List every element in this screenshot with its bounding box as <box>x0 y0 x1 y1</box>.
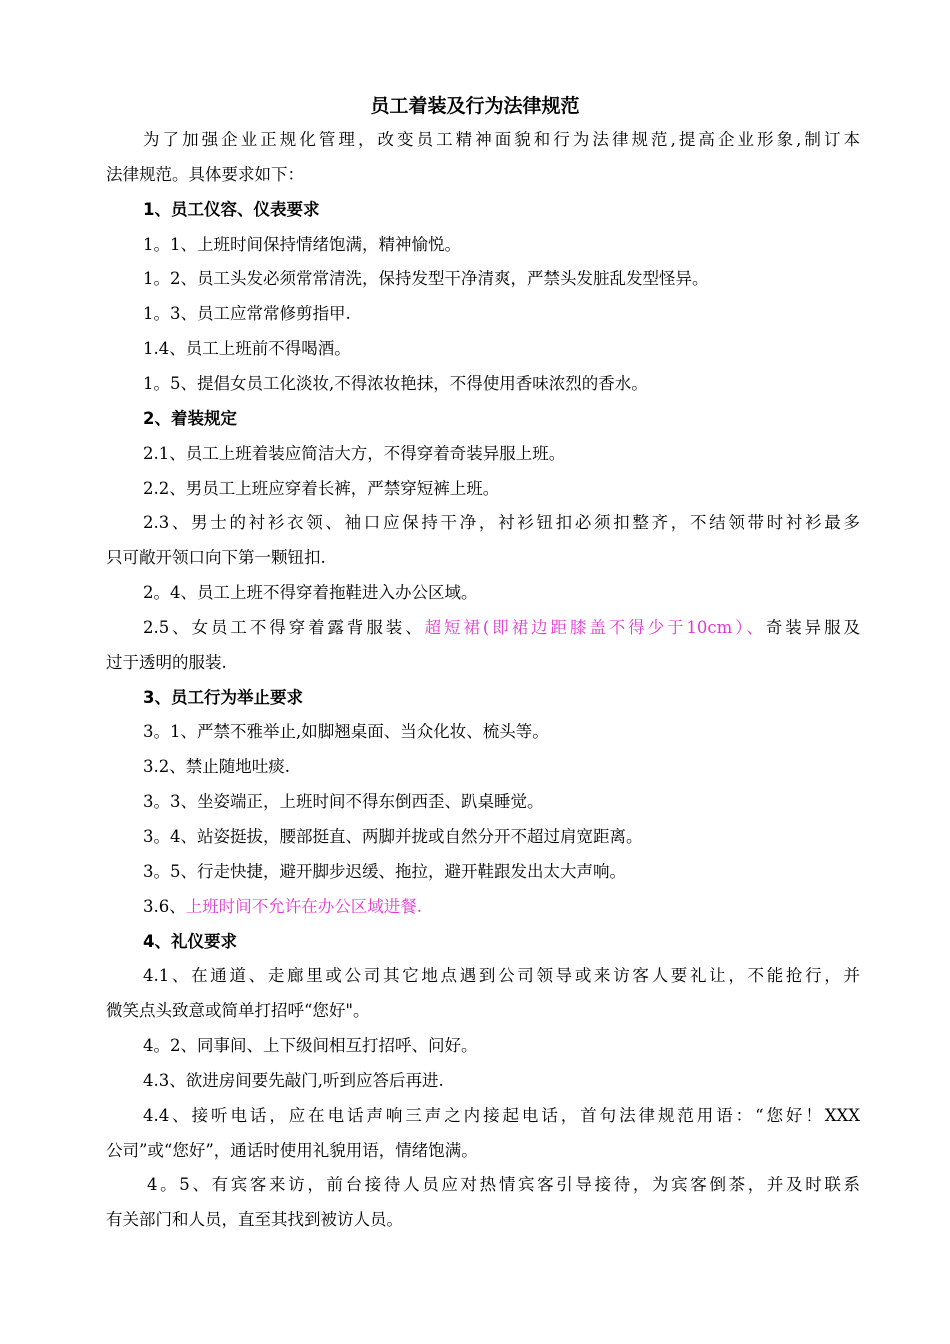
item-2-2: 2.2、男员工上班应穿着长裤，严禁穿短裤上班。 <box>143 479 500 498</box>
item-4-5-line-1: 4。5、有宾客来访，前台接待人员应对热情宾客引导接待，为宾客倒茶，并及时联系 <box>147 1175 860 1194</box>
item-2-5-highlight: 超短裙(即裙边距膝盖不得少于10cm）、 <box>424 618 766 637</box>
item-3-2: 3.2、禁止随地吐痰. <box>143 757 290 776</box>
item-1-2: 1。2、员工头发必须常常清洗，保持发型干净清爽，严禁头发脏乱发型怪异。 <box>143 269 709 288</box>
item-3-1: 3。1、严禁不雅举止,如脚翘桌面、当众化妆、梳头等。 <box>143 722 549 741</box>
item-4-3: 4.3、欲进房间要先敲门,听到应答后再进. <box>143 1071 444 1090</box>
item-2-3-line-1: 2.3、男士的衬衫衣领、袖口应保持干净，衬衫钮扣必须扣整齐，不结领带时衬衫最多 <box>143 513 860 532</box>
item-4-2: 4。2、同事间、上下级间相互打招呼、问好。 <box>143 1036 478 1055</box>
item-1-4: 1.4、员工上班前不得喝酒。 <box>143 339 351 358</box>
section-2-heading: 2、着装规定 <box>143 409 237 428</box>
item-1-1: 1。1、上班时间保持情绪饱满，精神愉悦。 <box>143 235 461 254</box>
document-title: 员工着装及行为法律规范 <box>370 95 580 117</box>
item-4-4-line-2: 公司”或“您好”，通话时使用礼貌用语，情绪饱满。 <box>106 1141 478 1160</box>
item-4-1-line-1: 4.1、在通道、走廊里或公司其它地点遇到公司领导或来访客人要礼让，不能抢行，并 <box>143 966 860 985</box>
section-1-heading: 1、员工仪容、仪表要求 <box>143 200 320 219</box>
item-2-5-line-1 <box>143 615 860 641</box>
item-2-4: 2。4、员工上班不得穿着拖鞋进入办公区域。 <box>143 583 478 602</box>
item-3-5: 3。5、行走快捷，避开脚步迟缓、拖拉，避开鞋跟发出太大声响。 <box>143 862 626 881</box>
section-3-heading: 3、员工行为举止要求 <box>143 688 303 707</box>
item-2-5-text-a: 2.5、女员工不得穿着露背服装、 <box>143 618 425 637</box>
item-3-3: 3。3、坐姿端正，上班时间不得东倒西歪、趴桌睡觉。 <box>143 792 544 811</box>
item-3-6 <box>143 894 860 920</box>
item-1-5: 1。5、提倡女员工化淡妆,不得浓妆艳抹，不得使用香味浓烈的香水。 <box>143 374 648 393</box>
item-2-5-text-b: 奇装异服及 <box>765 618 860 637</box>
item-3-4: 3。4、站姿挺拔，腰部挺直、两脚并拢或自然分开不超过肩宽距离。 <box>143 827 643 846</box>
item-1-3: 1。3、员工应常常修剪指甲. <box>143 304 351 323</box>
item-2-1: 2.1、员工上班着装应简洁大方，不得穿着奇装异服上班。 <box>143 444 566 463</box>
item-2-3-line-2: 只可敞开领口向下第一颗钮扣. <box>106 548 326 567</box>
intro-line-1: 为了加强企业正规化管理，改变员工精神面貌和行为法律规范,提高企业形象,制订本 <box>143 130 860 149</box>
intro-line-2: 法律规范。具体要求如下： <box>106 165 304 184</box>
item-4-1-line-2: 微笑点头致意或简单打招呼“您好"。 <box>106 1001 370 1020</box>
item-2-5-line-2: 过于透明的服装. <box>106 653 227 672</box>
section-4-heading: 4、礼仪要求 <box>143 932 237 951</box>
item-3-6-highlight: 上班时间不允许在办公区域进餐. <box>185 897 422 916</box>
item-4-5-line-2: 有关部门和人员，直至其找到被访人员。 <box>106 1210 403 1229</box>
item-3-6-number: 3.6、 <box>143 897 186 916</box>
item-4-4-line-1: 4.4、接听电话，应在电话声响三声之内接起电话，首句法律规范用语：“您好！XXX <box>143 1106 860 1125</box>
